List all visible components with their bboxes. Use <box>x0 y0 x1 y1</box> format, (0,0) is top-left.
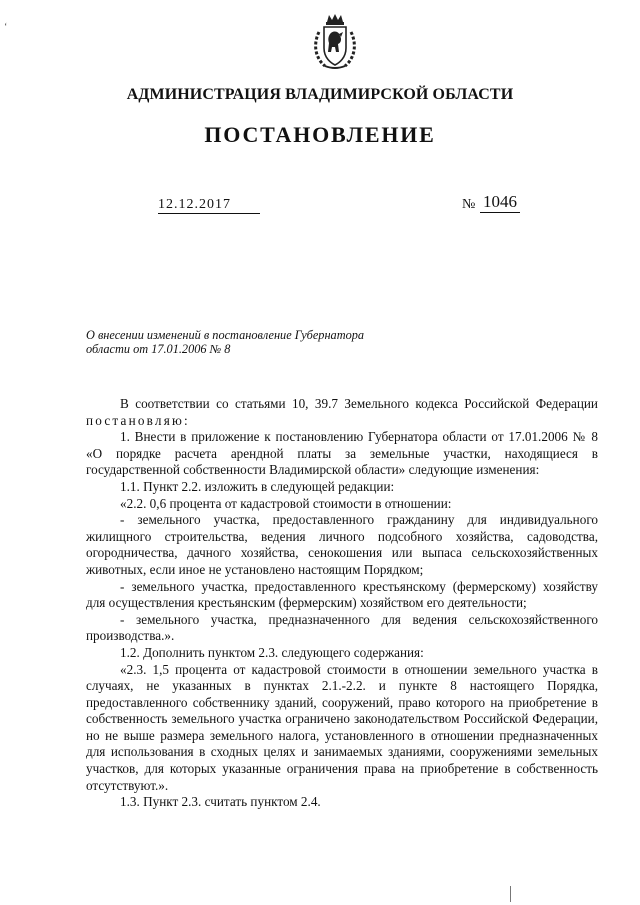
paragraph-text: В соответствии со статьями 10, 39.7 Земельного кодекса Российской Федерации <box>120 396 598 411</box>
paragraph: - земельного участка, предназначенного для ведения сельскохозяйственного производства.». <box>86 611 598 644</box>
paragraph: 1. Внести в приложение к постановлению Губернатора области от 17.01.2006 № 8 «О порядке расчета арендной платы за земельные участки, находящиеся в государственной собственности Владимирской области» следующие изменения: <box>86 429 598 478</box>
coat-of-arms-icon <box>311 12 359 72</box>
paragraph: «2.3. 1,5 процента от кадастровой стоимости в отношении земельного участка в случаях, не указанных в пунктах 2.1.-2.2. и пункте 8 настоящего Порядка, предоставленного собственнику зданий, сооружений, право которого на приобретение в собственность земельного участка ограничено законодательством Российской Федерации, но не выше размера земельного налога, установленного в отношении предназначенных для использования в сходных целях и занимаемых зданиями, сооружениями земельных участков, для которых указанные ограничения права на приобретение в собственность отсутствуют.». <box>86 661 598 793</box>
paragraph: - земельного участка, предоставленного крестьянскому (фермерскому) хозяйству для осуществления крестьянским (фермерским) хозяйством его деятельности; <box>86 578 598 611</box>
paragraph: 1.1. Пункт 2.2. изложить в следующей редакции: <box>120 478 395 494</box>
paragraph: «2.2. 0,6 процента от кадастровой стоимости в отношении: <box>120 495 452 511</box>
document-type-title: ПОСТАНОВЛЕНИЕ <box>204 122 436 147</box>
paragraph: 1.3. Пункт 2.3. считать пунктом 2.4. <box>120 794 321 810</box>
subject-line: О внесении изменений в постановление Губернатора <box>86 328 365 342</box>
paragraph: 1.2. Дополнить пунктом 2.3. следующего содержания: <box>120 644 424 660</box>
document-number: 1046 <box>480 192 520 213</box>
organization-name: АДМИНИСТРАЦИЯ ВЛАДИМИРСКОЙ ОБЛАСТИ <box>126 86 514 103</box>
paragraph-text: : <box>184 412 188 428</box>
paragraph: - земельного участка, предоставленного гражданину для индивидуального жилищного строительства, ведения личного подсобного хозяйства, садоводства, огородничества, дачного хозяйства, сенокошения или выпаса сельскохозяйственных животных, если иное не установлено настоящим Порядком; <box>86 512 598 577</box>
subject-line: области от 17.01.2006 № 8 <box>86 342 231 356</box>
resolution-word: постановляю <box>86 412 185 428</box>
number-label: № <box>462 197 476 212</box>
document-date: 12.12.2017 <box>158 197 260 214</box>
scan-mark <box>510 886 511 902</box>
corner-mark: ‘ <box>4 22 8 33</box>
paragraph <box>86 396 598 429</box>
subject-heading <box>86 328 406 356</box>
document-body <box>86 396 598 811</box>
